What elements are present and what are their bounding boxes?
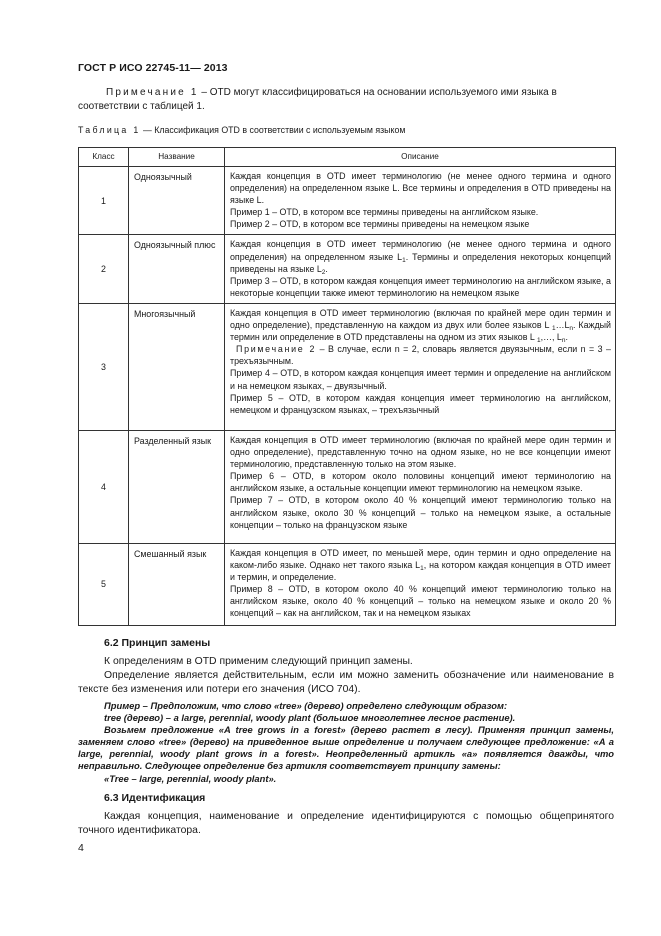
table-row xyxy=(79,303,616,430)
example-line: tree (дерево) – a large, perennial, woody plant (большое многолетнее лесное растение). xyxy=(104,712,516,724)
section-6-2-body xyxy=(78,655,614,698)
class-description xyxy=(225,430,616,543)
note-1 xyxy=(78,86,614,114)
description-text: Каждая концепция в OTD имеет, по меньшей мере, один термин и одно определение на каком-либо языке. Однако нет такого языка $L_1$, на котором каждая концепция в OTD имеет и термин, и определение. xyxy=(230,547,611,583)
classification-table xyxy=(78,147,616,626)
class-name: Разделенный язык xyxy=(129,430,225,543)
example-text: Пример 6 – OTD, в котором около половины концепций имеют терминологию на английском языке, а остальные концепции имеют терминологию на немецком языке. xyxy=(230,471,611,494)
column-header-name: Название xyxy=(129,148,225,167)
description-text: Каждая концепция в OTD имеет терминологию (включая по крайней мере один термин и одно определение), представленную на каждом из двух или более языков L $_1\dots L_n$. Каждый термин или определение в OTD представлены на одном из этих языков L $_1$,…, $L_n$. xyxy=(230,307,611,345)
page-number: 4 xyxy=(78,842,84,854)
table-header-row xyxy=(79,148,616,167)
class-description xyxy=(225,167,616,235)
paragraph: Каждая концепция, наименование и определение идентифицируются с помощью общепринятого точного идентификатора. xyxy=(78,811,614,837)
description-text: Каждая концепция в OTD имеет терминологию (включая по крайней мере один термин и одно определение), представленную точно на одном языке, но не все концепции имеют терминологию, представленную только на этом языке. xyxy=(230,434,611,470)
table-row xyxy=(79,167,616,235)
example-text: Пример 4 – OTD, в котором каждая концепция имеет термин и определение на английском и на немецком языках, – двуязычный. xyxy=(230,368,611,391)
note-text-line1: – OTD могут классифицироваться на основании используемого ими языка в xyxy=(198,87,557,98)
class-description xyxy=(225,303,616,430)
section-6-3-body xyxy=(78,810,614,838)
class-number: 1 xyxy=(79,167,129,235)
note-text-line2: соответствии с таблицей 1. xyxy=(78,101,205,112)
document-header: ГОСТ Р ИСО 22745-11— 2013 xyxy=(78,62,228,74)
class-name: Смешанный язык xyxy=(129,543,225,625)
class-number: 3 xyxy=(79,303,129,430)
example-text: Пример 8 – OTD, в котором около 40 % концепций имеют терминологию только на английском языке, около 40 % концепций – только на немецком языке и около 20 % концепций – как на английском, так и на немецком языках xyxy=(230,584,611,619)
example-text: Пример 7 – OTD, в котором около 40 % концепций имеют терминологию только на английском языке, около 30 % концепций – только на немецком языке, а остальные концепции – только на французском языке xyxy=(230,495,611,530)
description-text: Каждая концепция в OTD имеет терминологию (не менее одного термина и одного определения) на определенном языке $L_1$. Термины и определения некоторых концепций приведены на языке $L_2$. xyxy=(230,239,611,276)
table-caption-text: — Классификация OTD в соответствии с используемым языком xyxy=(140,125,406,135)
class-name: Многоязычный xyxy=(129,303,225,430)
table-row xyxy=(79,430,616,543)
example-text: Пример 5 – OTD, в котором каждая концепция имеет терминологию на английском, немецком и французском языках, – трехъязычный xyxy=(230,392,611,415)
table-row xyxy=(79,543,616,625)
paragraph: К определениям в OTD применим следующий принцип замены. xyxy=(104,656,413,667)
description-text: Каждая концепция в OTD имеет терминологию (не менее одного термина и одного определения) на определенном языке L. Все термины и определения в OTD приведены на языке L. xyxy=(230,171,611,206)
note-label: Примечание 1 xyxy=(106,87,199,98)
table-note: Примечание 2 – В случае, если n = 2, словарь является двуязычным, если n = 3 – трехъязычным. xyxy=(230,344,611,367)
example-line: «Tree – large, perennial, woody plant». xyxy=(104,772,277,784)
example-text: Пример 3 – OTD, в котором каждая концепция имеет терминологию на английском языке, а некоторые концепции также имеют терминологию на немецком языке xyxy=(230,275,611,298)
class-name: Одноязычный плюс xyxy=(129,235,225,303)
section-title-6-3: 6.3 Идентификация xyxy=(104,792,206,804)
class-name: Одноязычный xyxy=(129,167,225,235)
class-description xyxy=(225,543,616,625)
paragraph: Определение является действительным, если им можно заменить обозначение или наименование в тексте без изменения или потери его значения (ИСО 704). xyxy=(78,670,614,696)
substitution-example xyxy=(78,700,614,785)
class-number: 2 xyxy=(79,235,129,303)
class-number: 4 xyxy=(79,430,129,543)
example-line: Пример – Предположим, что слово «tree» (дерево) определено следующим образом: xyxy=(104,700,508,711)
table-row xyxy=(79,235,616,303)
column-header-class: Класс xyxy=(79,148,129,167)
table-caption-label: Таблица 1 xyxy=(78,125,141,135)
column-header-description: Описание xyxy=(225,148,616,167)
example-text: Пример 2 – OTD, в котором все термины приведены на немецком языке xyxy=(230,219,530,230)
class-description xyxy=(225,235,616,303)
section-title-6-2: 6.2 Принцип замены xyxy=(104,637,211,649)
example-line: Возьмем предложение «A tree grows in a forest» (дерево растет в лесу). Применяя принцип замены, заменяем слово «tree» (дерево) на приведенное выше определение и получаем следующее предложение: «A a large, perennial, woody plant grows in a forest». Неопределенный артикль «a» появляется дважды, что неправильно. Следующее определение без артикля соответствует принципу замены: xyxy=(78,724,614,772)
class-number: 5 xyxy=(79,543,129,625)
example-text: Пример 1 – OTD, в котором все термины приведены на английском языке. xyxy=(230,207,539,218)
table-caption xyxy=(78,125,405,135)
